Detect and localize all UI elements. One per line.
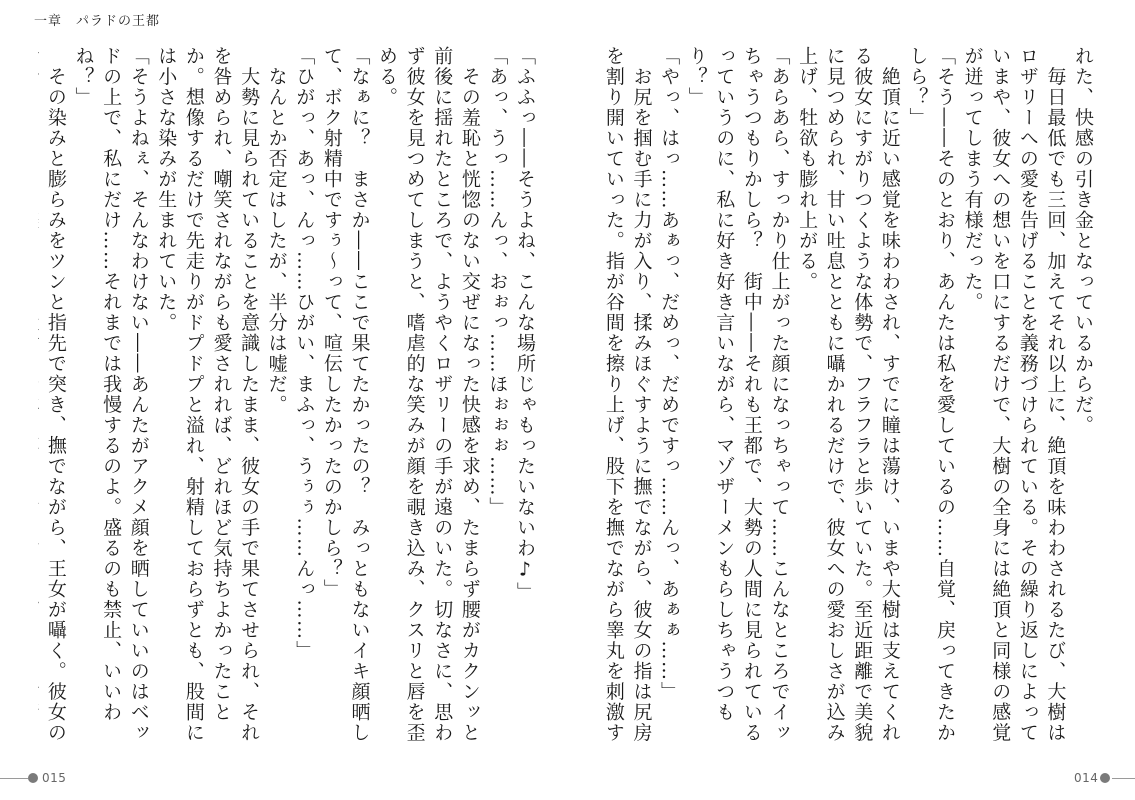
running-head: 一章 パラドの王都 bbox=[34, 14, 161, 29]
paragraph: 「あらあら、すっかり仕上がった顔になっちゃって……こんなところでイッちゃうつもりかしら？ 街中――それも王都で、大勢の人間に見られているっていうのに、私に好き好き言いながら、マゾザーメンもらしちゃうつもり？」 bbox=[685, 46, 791, 743]
paragraph: その羞恥と恍惚のない交ぜになった快感を求め、たまらず腰がカクンッと前後に揺れたところで、ようやくロザリーの手が遠のいた。切なさに、思わず彼女を見つめてしまうと、嗜虐的な笑みが顔を覗き込み、クスリと唇を歪める。 bbox=[376, 46, 481, 743]
page-number-left: 015 bbox=[42, 771, 67, 785]
paragraph: 「やっ、はっ……あぁっ、だめっ、だめですっ……んっ、あぁぁ……」 bbox=[658, 46, 681, 702]
paragraph: 絶頂に近い感覚を味わわされ、すでに瞳は蕩け、いまや大樹は支えてくれる彼女にすがりつくような体勢で、フラフラと歩いていた。至近距離で美貌に見つめられ、甘い吐息とともに囁かれるだけで、彼女への愛おしさが込み上げ、牡欲も膨れ上がる。 bbox=[796, 46, 901, 743]
paragraph: 大勢に見られていることを意識したまま、彼女の手で果てさせられ、それを咎められ、嘲笑されながらも愛されれば、どれほど気持ちよかったことか。想像するだけで先走りがドプドプと溢れ、射精しておらずとも、股間には小さな染みが生まれていた。 bbox=[155, 46, 261, 743]
paragraph: 「そうよねぇ、そんなわけない――あんたがアクメ顔を晒していいのはベッドの上で、私にだけ……それまでは我慢するのよ。盛るのも禁止、いいわね？」 bbox=[72, 46, 150, 743]
left-page-text bbox=[38, 46, 538, 758]
paragraph: 「なぁに？ まさか――ここで果てたかったの？ みっともないイキ顔晒して、ボク射精中ですぅ～って、喧伝したかったのかしら？」 bbox=[320, 46, 371, 743]
paragraph: 「ひがっ、あっ、んっ……ひがい、まふっ、うぅぅ……んっ……」 bbox=[293, 46, 316, 661]
page-number-right: 014 bbox=[1074, 771, 1099, 785]
paragraph: 「そう――そのとおり、あんたは私を愛しているの……自覚、戻ってきたかしら？」 bbox=[906, 46, 957, 743]
paragraph: お尻を掴む手に力が入り、揉みほぐすように撫でながら、彼女の指は尻房を割り開いていった。指が谷間を擦り上げ、股下を撫でながら睾丸を刺激す bbox=[602, 46, 653, 743]
folio-rule-left bbox=[0, 778, 28, 779]
folio-dot-right bbox=[1100, 773, 1110, 783]
paragraph: その染みと膨らみをツンと指先で突き、撫でながら、王女が囁く。彼女の bbox=[44, 66, 67, 743]
folio-rule-right bbox=[1112, 778, 1135, 779]
paragraph: 「ふふっ――そうよね、こんな場所じゃもったいないわ♪」 bbox=[514, 46, 536, 603]
right-page bbox=[598, 46, 1096, 758]
left-page bbox=[38, 46, 538, 758]
paragraph: 「あっ、うっ……んっ、おぉっ……ほぉぉぉ……」 bbox=[486, 46, 509, 518]
folio-dot-left bbox=[28, 773, 38, 783]
paragraph: なんとか否定はしたが、半分は嘘だ。 bbox=[265, 46, 288, 415]
paragraph: れた、快感の引き金となっているからだ。 bbox=[1072, 46, 1094, 436]
paragraph: 毎日最低でも三回、加えてそれ以上に、絶頂を味わわされるたび、大樹はロザリーへの愛を告げることを義務づけられている。その繰り返しによっていまや、彼女への想いを口にするだけで、大樹の全身には絶頂と同様の感覚が迸ってしまう有様だった。 bbox=[961, 46, 1067, 743]
right-page-text bbox=[598, 46, 1096, 758]
